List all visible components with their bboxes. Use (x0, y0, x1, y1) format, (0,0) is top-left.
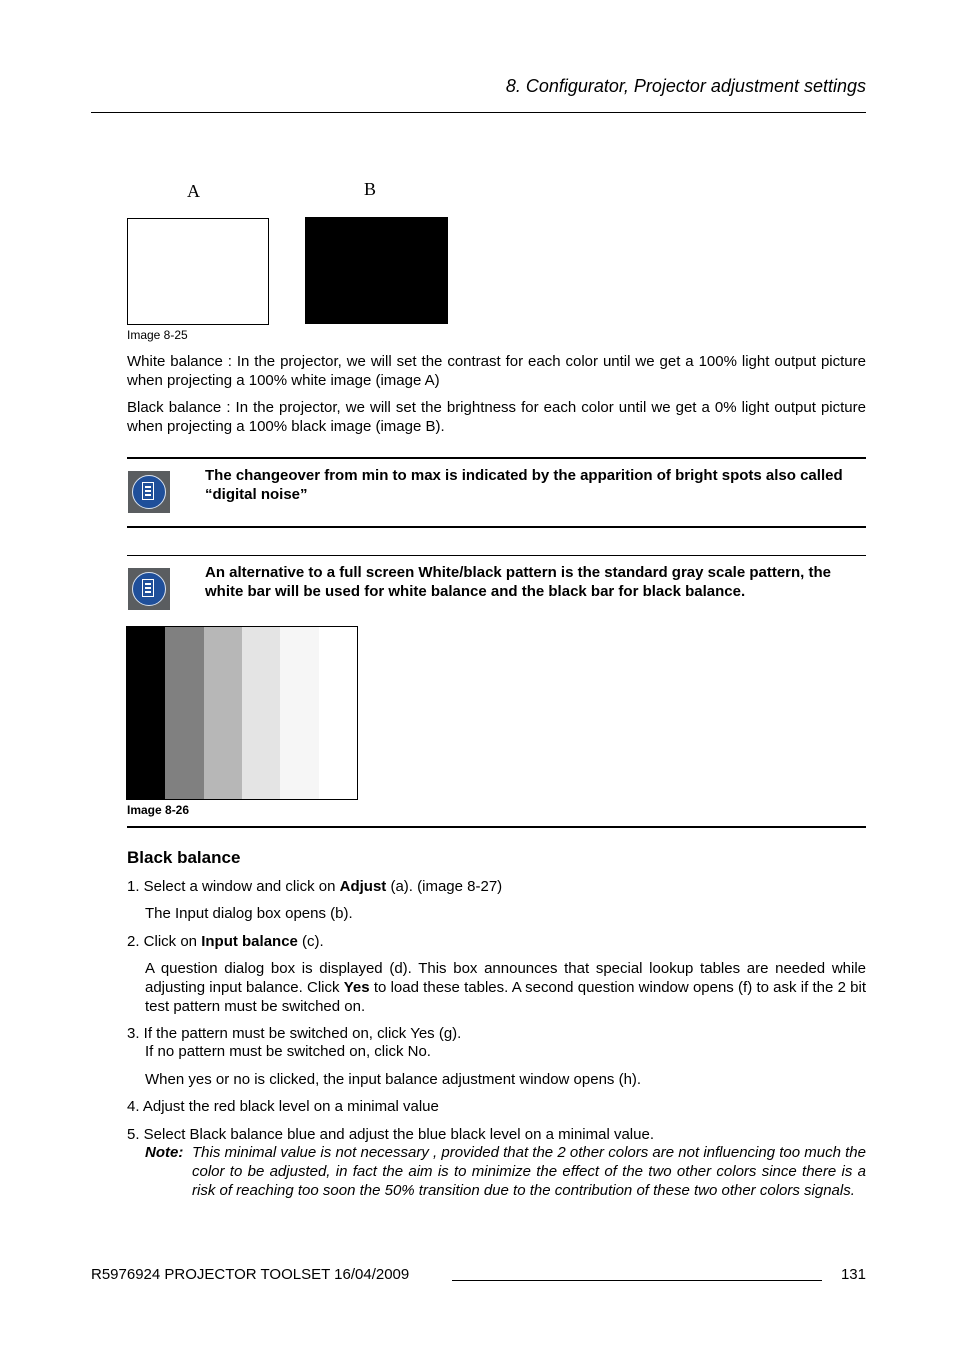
gray-bar-4 (242, 627, 280, 799)
note-bottom-rule (127, 526, 866, 528)
gray-bar-1 (127, 627, 165, 799)
section-title: Black balance (127, 848, 241, 867)
gray-bar-3 (204, 627, 242, 799)
black-balance-paragraph: Black balance : In the projector, we will set the brightness for each color until we get a 0% light output picture when projecting a 100% black image (image B). (127, 399, 866, 435)
note-body: This minimal value is not necessary , provided that the 2 other colors are not influencing too much the color to be adjusted, in fact the aim is to minimize the effect of the two other colors since there is a risk of reaching too soon the 50% transition due to the contribution of these two other colors signals. (192, 1144, 866, 1199)
section-rule (127, 826, 866, 828)
note-top-rule (127, 555, 866, 556)
step-5: 5. Select Black balance blue and adjust the blue black level on a minimal value. (127, 1126, 654, 1143)
step-1: 1. Select a window and click on Adjust (a). (image 8-27) (127, 878, 503, 895)
step-2: 2. Click on Input balance (c). (127, 933, 324, 950)
step-5-note (145, 1143, 866, 1223)
gray-scale-pattern (126, 626, 358, 800)
black-image-b (305, 217, 448, 324)
note-top-rule (127, 457, 866, 459)
note-label: Note: (145, 1144, 184, 1161)
note-icon (128, 568, 170, 610)
footer-document-info: R5976924 PROJECTOR TOOLSET 16/04/2009 (91, 1266, 410, 1283)
step-3: 3. If the pattern must be switched on, click Yes (g). (127, 1025, 462, 1042)
step-3-detail: When yes or no is clicked, the input balance adjustment window opens (h). (145, 1071, 642, 1088)
white-image-a (127, 218, 269, 325)
header-divider (91, 112, 866, 113)
figure-caption-8-26: Image 8-26 (127, 803, 190, 817)
step-2-detail: A question dialog box is displayed (d). This box announces that special lookup tables are needed while adjusting input balance. Click Yes to load these tables. A second question window opens (f) to ask if the 2 bit test pattern must be switched on. (145, 960, 867, 1015)
figure-label-b: B (364, 179, 377, 199)
page-header-title: 8. Configurator, Projector adjustment settings (505, 76, 866, 96)
gray-bar-6 (319, 627, 357, 799)
note-text: An alternative to a full screen White/black pattern is the standard gray scale pattern, the white bar will be used for white balance and the black bar for black balance. (205, 564, 832, 600)
step-4: 4. Adjust the red black level on a minimal value (127, 1098, 439, 1115)
gray-bar-5 (280, 627, 318, 799)
figure-label-a: A (187, 181, 200, 201)
white-balance-paragraph: White balance : In the projector, we will set the contrast for each color until we get a 100% light output picture when projecting a 100% white image (image A) (127, 353, 866, 389)
step-3-alt: If no pattern must be switched on, click No. (145, 1043, 431, 1060)
note-text: The changeover from min to max is indicated by the apparition of bright spots also called “digital noise” (205, 467, 843, 503)
page-number: 131 (840, 1266, 866, 1283)
step-1-detail: The Input dialog box opens (b). (145, 905, 353, 922)
note-icon (128, 471, 170, 513)
figure-caption-8-25: Image 8-25 (127, 328, 188, 342)
gray-bar-2 (165, 627, 203, 799)
footer-rule (452, 1280, 822, 1281)
